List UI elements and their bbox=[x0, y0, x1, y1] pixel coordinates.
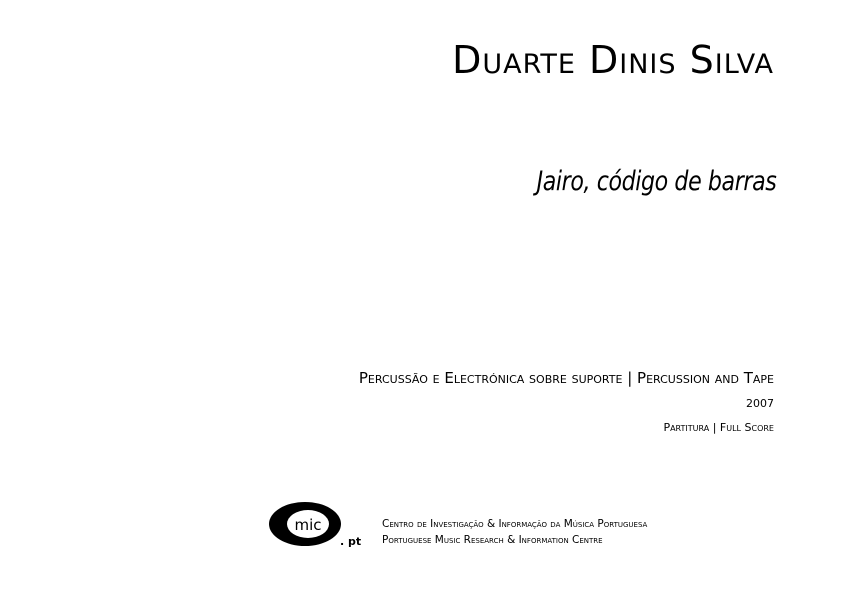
institution-name-en: Portuguese Music Research & Information Centre bbox=[382, 534, 603, 546]
mic-logo bbox=[268, 500, 378, 550]
work-title: Jairo, código de barras bbox=[536, 166, 776, 197]
logo-text: mic bbox=[294, 516, 322, 534]
logo-suffix: . pt bbox=[340, 535, 362, 548]
institution-block bbox=[382, 516, 647, 548]
instrumentation: Percussão e Electrónica sobre suporte | Percussion and Tape bbox=[358, 369, 774, 387]
composition-year: 2007 bbox=[746, 397, 774, 410]
institution-name-pt: Centro de Investigação & Informação da Música Portuguesa bbox=[382, 518, 648, 530]
composer-name: Duarte Dinis Silva bbox=[452, 38, 774, 82]
score-type: Partitura | Full Score bbox=[663, 421, 774, 434]
